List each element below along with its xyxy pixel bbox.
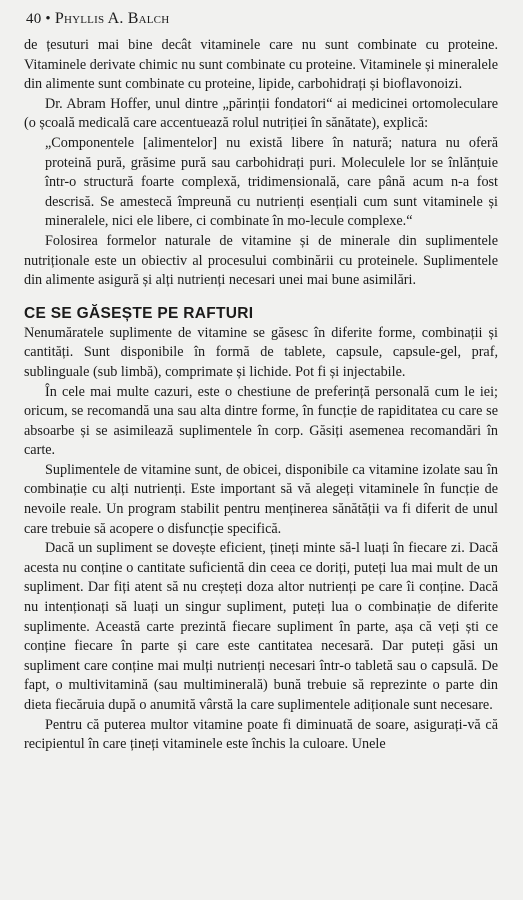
body-text	[24, 36, 498, 755]
paragraph-continuation: de țesuturi mai bine decât vitaminele care nu sunt combinate cu proteine. Vitaminele derivate chimic nu sunt combinate cu proteine. Vitaminele și mineralele din alimente sunt combinate cu proteine, lipide, carbohidrați și bioflavonoizi.	[24, 37, 498, 93]
paragraph-hoffer-intro: Dr. Abram Hoffer, unul dintre „părinții fondatori“ ai medicinei ortomoleculare (o școală medicală care accentuează rolul nutriției în sănătate), explică:	[24, 95, 498, 132]
page-number: 40	[26, 11, 42, 27]
section-heading: CE SE GĂSEȘTE PE RAFTURI	[24, 304, 254, 322]
author-name: Phyllis A. Balch	[54, 10, 170, 27]
header-separator: •	[45, 11, 51, 27]
paragraph-preference: În cele mai multe cazuri, este o chestiune de preferință personală cum le iei; oricum, se recomandă una sau alta dintre forme, în funcție de rapiditatea cu care se absoarbe și se asimilează suplimentele în corp. Găsiți asemenea recomandări în carte.	[24, 383, 498, 459]
paragraph-sunlight: Pentru că puterea multor vitamine poate fi diminuată de soare, asigurați-vă că recipientul în care țineți vitaminele este închis la culoare. Unele	[24, 716, 498, 753]
paragraph-natural-forms: Folosirea formelor naturale de vitamine și de minerale din suplimentele nutriționale este un obiectiv al procesului combinării cu proteinele. Suplimentele din alimente asigură și alți nutrienți necesari unei mai bune asimilări.	[24, 232, 498, 289]
paragraph-effective: Dacă un supliment se dovește eficient, țineți minte să-l luați în fiecare zi. Dacă acesta nu conține o cantitate suficientă din ceea ce doriți, puteți lua mai mult de un supliment. Dar fiți atent să nu creșteți doza altor nutrienți pe care îi conține. Dacă nu intenționați să luați un singur supliment, puteți lua o combinație de diferite suplimente. Această carte prezintă fiecare supliment în parte, așa că veți ști ce conține fiecare în parte și care este cantitatea necesară. Dar puteți găsi un supliment care conține mai mulți nutrienți necesari într-o tabletă sau o capsulă. De fapt, o multivitamină (sau multiminerală) bună trebuie să reprezinte o parte din dieta fiecăruia după o anumită vârstă la care suplimentele adiționale sunt necesare.	[24, 540, 498, 713]
paragraph-forms: Nenumăratele suplimente de vitamine se găsesc în diferite forme, combinații și cantități. Sunt disponibile în formă de tablete, capsule, capsule-gel, praf, sublinguale (sub limbă), comprimate și lichide. Pot fi și injectabile.	[24, 324, 498, 380]
running-header	[26, 10, 169, 28]
paragraph-isolated: Suplimentele de vitamine sunt, de obicei, disponibile ca vitamine izolate sau în combinație cu alți nutrienți. Este important să vă alegeți vitaminele în funcție de nevoile reale. Un program stabilit pentru menținerea sănătății va fi diferit de unul care trebuie să acopere o disfuncție specifică.	[24, 461, 498, 537]
block-quote: „Componentele [alimentelor] nu există libere în natură; natura nu oferă proteină pură, grăsime pură sau carbohidrați puri. Moleculele lor se înlănțuie într-o structură foarte complexă, tridimensională, care până acum n-a fost descrisă. Se amestecă împreună cu nutrienți esențiali cum sunt vitaminele și mineralele, nici ele libere, ci combinate în mo-lecule complexe.“	[45, 134, 498, 230]
